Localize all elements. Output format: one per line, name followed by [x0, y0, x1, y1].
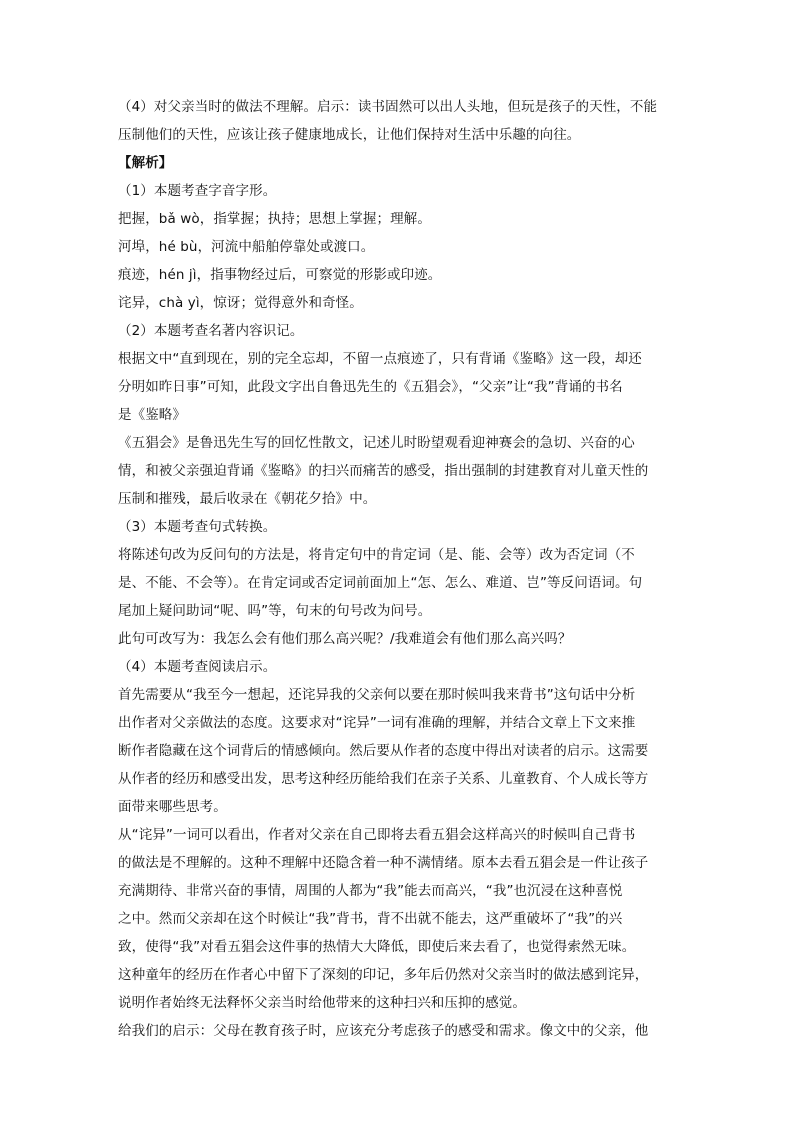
analysis-line: 把握，bǎ wò，指掌握；执持；思想上掌握；理解。 — [118, 211, 431, 227]
analysis-line: 首先需要从“我至今一想起，还诧异我的父亲何以要在那时候叫我来背书”这句话中分析 — [118, 687, 636, 703]
analysis-line: 出作者对父亲做法的态度。这要求对“诧异”一词有准确的理解，并结合文章上下文来推 — [118, 715, 636, 731]
analysis-line: 尾加上疑问助词“呢、吗”等，句末的句号改为问号。 — [118, 603, 432, 619]
analysis-line: 的做法是不理解的。这种不理解中还隐含着一种不满情绪。原本去看五猖会是一件让孩子 — [118, 855, 649, 871]
analysis-line: 致，使得“我”对看五猖会这件事的热情大大降低，即使后来去看了，也觉得索然无味。 — [118, 939, 636, 955]
section-heading: （1）本题考查字音字形。 — [118, 183, 277, 199]
analysis-line: 从作者的经历和感受出发，思考这种经历能给我们在亲子关系、儿童教育、个人成长等方 — [118, 771, 649, 787]
section-heading: （3）本题考查句式转换。 — [118, 519, 277, 535]
section-heading: （4）本题考查阅读启示。 — [118, 659, 277, 675]
analysis-line: 断作者隐藏在这个词背后的情感倾向。然后要从作者的态度中得出对读者的启示。这需要 — [118, 743, 649, 759]
analysis-line: 给我们的启示：父母在教育孩子时，应该充分考虑孩子的感受和需求。像文中的父亲，他 — [118, 1023, 649, 1039]
analysis-line: 根据文中“直到现在，别的完全忘却，不留一点痕迹了，只有背诵《鉴略》这一段，却还 — [118, 351, 642, 367]
answer-document — [118, 93, 678, 1045]
analysis-line: 是、不能、不会等）。在肯定词或否定词前面加上“怎、怎么、难道、岂”等反问语词。句 — [118, 575, 643, 591]
analysis-heading: 【解析】 — [118, 155, 173, 171]
section-heading: （2）本题考查名著内容识记。 — [118, 323, 304, 339]
analysis-line: 分明如昨日事”可知，此段文字出自鲁迅先生的《五猖会》，“父亲”让“我”背诵的书名 — [118, 379, 623, 395]
analysis-line: 将陈述句改为反问句的方法是，将肯定句中的肯定词（是、能、会等）改为否定词（不 — [118, 547, 635, 563]
analysis-line: 之中。然而父亲却在这个时候让“我”背书，背不出就不能去，这严重破坏了“我”的兴 — [118, 911, 623, 927]
analysis-line: 压制和摧残，最后收录在《朝花夕拾》中。 — [118, 491, 377, 507]
analysis-line: 情，和被父亲强迫背诵《鉴略》的扫兴而痛苦的感受，指出强制的封建教育对儿童天性的 — [118, 463, 649, 479]
analysis-line: 面带来哪些思考。 — [118, 799, 227, 815]
analysis-line: 这种童年的经历在作者心中留下了深刻的印记，多年后仍然对父亲当时的做法感到诧异， — [118, 967, 649, 983]
analysis-line: 痕迹，hén jì，指事物经过后，可察觉的形影或印迹。 — [118, 267, 442, 283]
analysis-line: 从“诧异”一词可以看出，作者对父亲在自己即将去看五猖会这样高兴的时候叫自己背书 — [118, 827, 636, 843]
analysis-line: 充满期待、非常兴奋的事情，周围的人都为“我”能去而高兴，“我”也沉浸在这种喜悦 — [118, 883, 623, 899]
answer-line: （4）对父亲当时的做法不理解。启示：读书固然可以出人头地，但玩是孩子的天性，不能 — [118, 99, 658, 115]
analysis-line: 此句可改写为：我怎么会有他们那么高兴呢？/我难道会有他们那么高兴吗？ — [118, 631, 572, 647]
analysis-line: 诧异，chà yì，惊讶；觉得意外和奇怪。 — [118, 295, 363, 311]
analysis-line: 说明作者始终无法释怀父亲当时给他带来的这种扫兴和压抑的感觉。 — [118, 995, 526, 1011]
analysis-line: 《五猖会》是鲁迅先生写的回忆性散文，记述儿时盼望观看迎神赛会的急切、兴奋的心 — [118, 435, 635, 451]
answer-line: 压制他们的天性，应该让孩子健康地成长，让他们保持对生活中乐趣的向往。 — [118, 127, 581, 143]
analysis-line: 河埠，hé bù，河流中船舶停靠处或渡口。 — [118, 239, 375, 255]
analysis-line: 是《鉴略》 — [118, 407, 186, 423]
